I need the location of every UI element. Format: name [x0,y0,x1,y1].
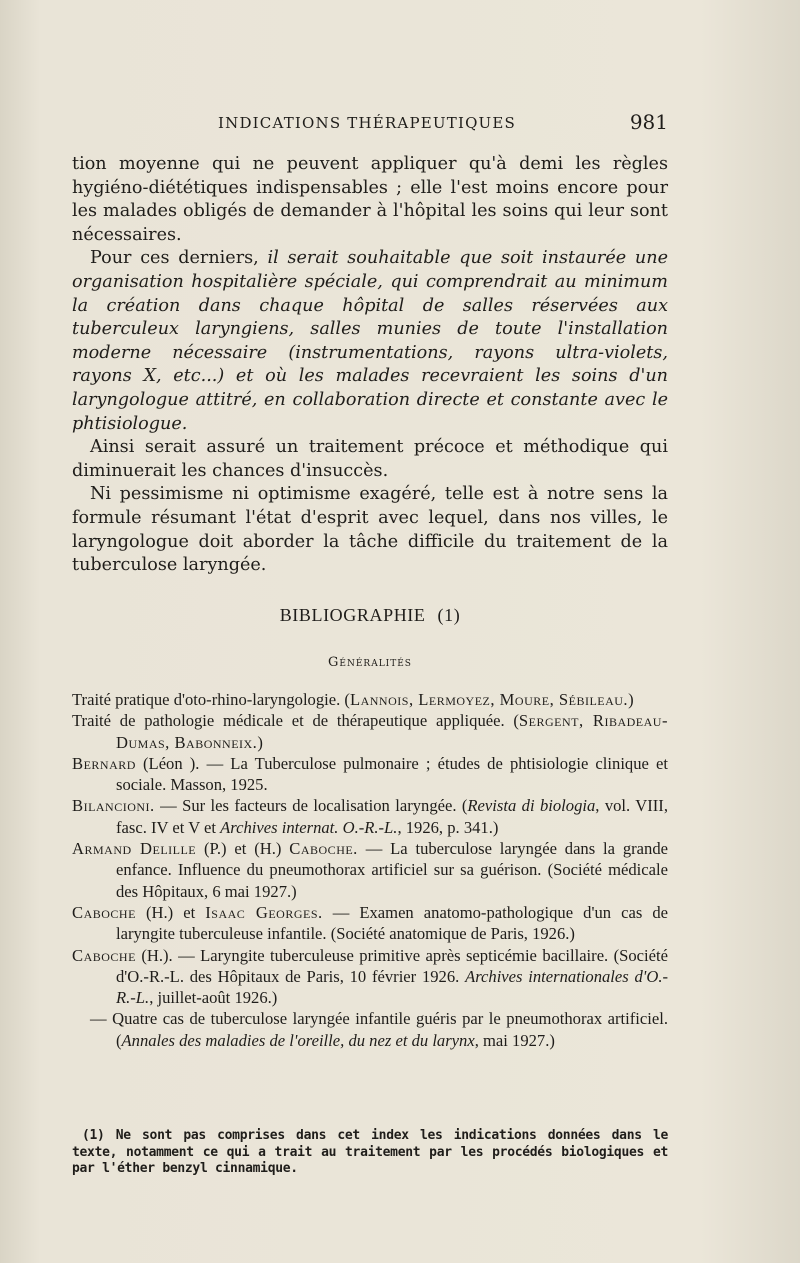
bibliography-subtitle: Généralités [328,655,412,670]
footnote [72,1128,668,1178]
footnote-marker: (1) [437,605,461,625]
bibliography-entry: Traité de pathologie médicale et de thérapeutique appliquée. (Sergent, Ribadeau-Dumas, Babonneix.) [72,711,668,752]
bibliography-entry: Bernard (Léon ). — La Tuberculose pulmonaire ; études de phtisiologie clinique et sociale. Masson, 1925. [72,753,668,795]
bibliography-entry: Bilancioni. — Sur les facteurs de localisation laryngée. (Revista di biologia, vol. VIII, fasc. IV et V et Archives internat. O.-R.-L., 1926, p. 341.) [72,796,668,837]
paragraph-2-italic: il serait souhaitable que soit instaurée une organisation hospitalière spéciale, qui comprendrait au minimum la création dans chaque hôpital de salles réservées aux tuberculeux laryngiens, salles munies de toute l'installation moderne nécessaire (instrumentations, rayons ultra-violets, rayons X, etc...) et où les malades recevraient les soins d'un laryngologue attitré, en collaboration directe et constante avec le phtisiologue. [72,248,668,434]
bibliography-entry: Caboche (H.) et Isaac Georges. — Examen anatomo-pathologique d'un cas de laryngite tuberculeuse infantile. (Société anatomique de Paris, 1926.) [72,902,668,944]
page-number: 981 [629,110,668,134]
running-title: INDICATIONS THÉRAPEUTIQUES [218,114,517,132]
paragraph-4: Ni pessimisme ni optimisme exagéré, telle est à notre sens la formule résumant l'état d'esprit avec lequel, dans nos villes, le laryngologue doit aborder la tâche difficile du traitement de la tuberculose laryngée. [72,484,668,576]
bibliography-title: BIBLIOGRAPHIE [279,605,426,625]
bibliography-heading [72,605,668,626]
bibliography-entry: Caboche (H.). — Laryngite tuberculeuse primitive après septicémie bacillaire. (Société d'O.-R.-L. des Hôpitaux de Paris, 10 février 1926. Archives internationales d'O.-R.-L., juillet-août 1926.) [72,945,668,1008]
bibliography-entry: Traité pratique d'oto-rhino-laryngologie. (Lannois, Lermoyez, Moure, Sébileau.) [72,690,634,709]
paragraph-3: Ainsi serait assuré un traitement précoce et méthodique qui diminuerait les chances d'insuccès. [72,437,668,481]
paragraph-2 [72,247,668,436]
body-text [72,153,668,578]
footnote-text: (1) Ne sont pas comprises dans cet index les indications données dans le texte, notamment ce qui a trait au traitement par les procédés biologiques et par l'éther benzyl cinnamique. [72,1128,668,1176]
bibliography-entry: Armand Delille (P.) et (H.) Caboche. — La tuberculose laryngée dans la grande enfance. Influence du pneumothorax artificiel sur sa guérison. (Société médicale des Hôpitaux, 6 mai 1927.) [72,839,669,901]
paragraph-2-lead: Pour ces derniers, [90,248,268,269]
paragraph-1: tion moyenne qui ne peuvent appliquer qu'à demi les règles hygiéno-diététiques indispensables ; elle l'est moins encore pour les malades obligés de demander à l'hôpital les soins qui leur sont nécessaires. [72,154,668,245]
bibliography-entry: — Quatre cas de tuberculose laryngée infantile guéris par le pneumothorax artificiel. (Annales des maladies de l'oreille, du nez et du larynx, mai 1927.) [90,1009,668,1050]
bibliography-list [72,689,668,1051]
